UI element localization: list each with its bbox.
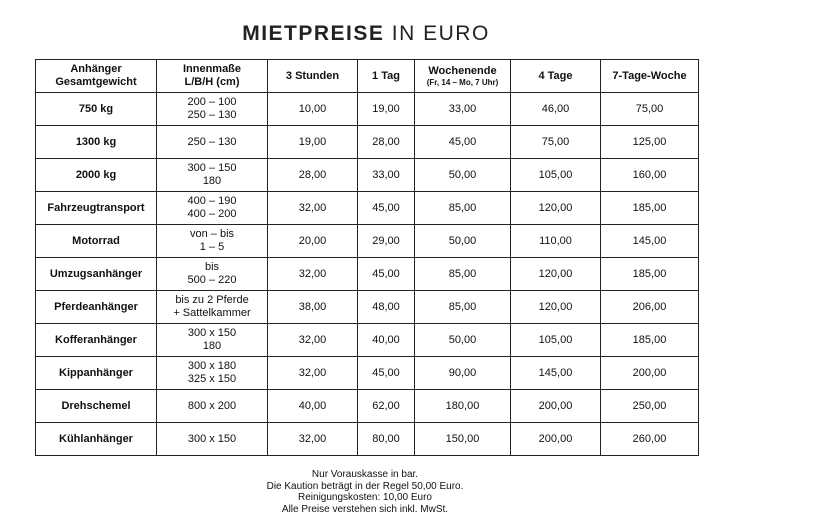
price-4-days: 120,00 [511,291,601,324]
price-7-day-week: 200,00 [601,357,699,390]
dimension-line: 300 x 150 [187,432,237,445]
trailer-name: Drehschemel [36,390,157,423]
header-label: Wochenende [428,64,497,77]
price-3-hours: 32,00 [268,258,358,291]
price-1-day: 45,00 [358,258,415,291]
table-body [36,93,699,456]
price-4-days: 200,00 [511,423,601,456]
header-label: Innenmaße [182,63,242,75]
dimension-line: 300 x 180 [187,360,237,372]
price-4-days: 110,00 [511,225,601,258]
dimension-line: bis [204,261,220,273]
table-row [36,390,699,423]
inner-dimensions [157,291,268,324]
trailer-name: 750 kg [36,93,157,126]
price-7-day-week: 185,00 [601,192,699,225]
note-line: Reinigungskosten: 10,00 Euro [298,492,432,503]
price-weekend: 85,00 [415,192,511,225]
price-weekend: 90,00 [415,357,511,390]
dimension-line: 800 x 200 [187,399,237,412]
dimension-line: 300 x 150 [187,327,237,339]
trailer-name: 1300 kg [36,126,157,159]
trailer-name: Motorrad [36,225,157,258]
header-label: Gesamtgewicht [55,76,137,88]
inner-dimensions [157,126,268,159]
price-7-day-week: 185,00 [601,258,699,291]
price-weekend: 50,00 [415,159,511,192]
dimension-line: 1 – 5 [199,241,225,253]
table-row [36,93,699,126]
inner-dimensions [157,159,268,192]
price-7-day-week: 185,00 [601,324,699,357]
header-label: 3 Stunden [285,69,340,82]
dimension-line: 180 [202,175,222,187]
price-7-day-week: 75,00 [601,93,699,126]
price-3-hours: 32,00 [268,357,358,390]
title-light: IN EURO [391,22,490,45]
inner-dimensions [157,324,268,357]
price-weekend: 150,00 [415,423,511,456]
price-weekend: 180,00 [415,390,511,423]
price-1-day: 48,00 [358,291,415,324]
header-1-day [358,60,415,93]
dimension-line: 400 – 190 [187,195,237,207]
inner-dimensions [157,93,268,126]
price-4-days: 105,00 [511,159,601,192]
price-1-day: 29,00 [358,225,415,258]
price-4-days: 120,00 [511,192,601,225]
header-inner-dimensions [157,60,268,93]
table-row [36,357,699,390]
price-3-hours: 19,00 [268,126,358,159]
dimension-line: 180 [202,340,222,352]
table-row [36,159,699,192]
price-weekend: 50,00 [415,324,511,357]
price-7-day-week: 250,00 [601,390,699,423]
dimension-line: von – bis [189,228,235,240]
note-line: Die Kaution beträgt in der Regel 50,00 Euro. [266,480,464,492]
table-header-row [36,60,699,93]
price-1-day: 40,00 [358,324,415,357]
trailer-name: Kühlanhänger [36,423,157,456]
dimension-line: bis zu 2 Pferde [175,294,249,306]
trailer-name: Pferdeanhänger [36,291,157,324]
price-weekend: 45,00 [415,126,511,159]
price-1-day: 62,00 [358,390,415,423]
dimension-line: + Sattelkammer [173,307,251,319]
inner-dimensions [157,225,268,258]
price-3-hours: 40,00 [268,390,358,423]
price-4-days: 105,00 [511,324,601,357]
trailer-name: Fahrzeugtransport [36,192,157,225]
price-4-days: 75,00 [511,126,601,159]
note-line: Nur Vorauskasse in bar. [311,469,419,480]
dimension-line: 200 – 100 [187,96,237,108]
inner-dimensions [157,192,268,225]
price-3-hours: 20,00 [268,225,358,258]
price-3-hours: 32,00 [268,192,358,225]
price-3-hours: 32,00 [268,324,358,357]
dimension-line: 300 – 150 [187,162,237,174]
note-line: Alle Preise verstehen sich inkl. MwSt. [281,503,449,515]
price-4-days: 120,00 [511,258,601,291]
price-table [35,59,699,456]
price-1-day: 80,00 [358,423,415,456]
price-7-day-week: 125,00 [601,126,699,159]
header-sublabel: (Fr, 14 – Mo, 7 Uhr) [426,77,499,87]
price-4-days: 200,00 [511,390,601,423]
price-4-days: 46,00 [511,93,601,126]
price-7-day-week: 145,00 [601,225,699,258]
trailer-name: 2000 kg [36,159,157,192]
table-row [36,225,699,258]
table-row [36,324,699,357]
dimension-line: 400 – 200 [187,208,237,220]
price-7-day-week: 206,00 [601,291,699,324]
title-bold: MIETPREISE [242,22,385,45]
price-1-day: 19,00 [358,93,415,126]
price-weekend: 50,00 [415,225,511,258]
table-row [36,291,699,324]
price-7-day-week: 260,00 [601,423,699,456]
price-7-day-week: 160,00 [601,159,699,192]
trailer-name: Kofferanhänger [36,324,157,357]
price-1-day: 45,00 [358,192,415,225]
dimension-line: 250 – 130 [187,109,237,121]
price-1-day: 28,00 [358,126,415,159]
header-label: Anhänger [70,63,122,75]
dimension-line: 250 – 130 [187,135,237,148]
header-7-day-week [601,60,699,93]
dimension-line: 500 – 220 [187,274,237,286]
table-row [36,258,699,291]
price-1-day: 45,00 [358,357,415,390]
header-4-days [511,60,601,93]
inner-dimensions [157,390,268,423]
header-weekend [415,60,511,93]
footer-notes [215,469,515,515]
header-3-hours [268,60,358,93]
table-row [36,126,699,159]
price-4-days: 145,00 [511,357,601,390]
price-3-hours: 28,00 [268,159,358,192]
price-1-day: 33,00 [358,159,415,192]
trailer-name: Umzugsanhänger [36,258,157,291]
price-3-hours: 38,00 [268,291,358,324]
header-trailer-weight [36,60,157,93]
inner-dimensions [157,258,268,291]
page-title [0,22,732,46]
header-label: 7-Tage-Woche [612,69,687,82]
price-weekend: 33,00 [415,93,511,126]
header-label: 1 Tag [372,69,400,82]
dimension-line: 325 x 150 [187,373,237,385]
price-weekend: 85,00 [415,291,511,324]
price-3-hours: 32,00 [268,423,358,456]
price-weekend: 85,00 [415,258,511,291]
header-label: L/B/H (cm) [184,76,240,88]
table-row [36,423,699,456]
table-row [36,192,699,225]
price-3-hours: 10,00 [268,93,358,126]
trailer-name: Kippanhänger [36,357,157,390]
header-label: 4 Tage [538,69,573,82]
inner-dimensions [157,357,268,390]
inner-dimensions [157,423,268,456]
